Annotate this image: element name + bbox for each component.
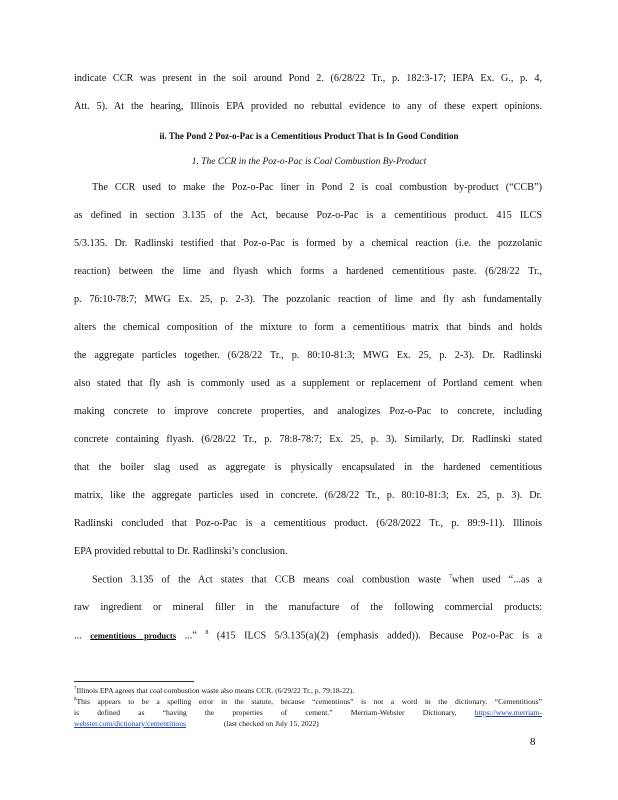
footnote-marker: 8 <box>74 697 77 703</box>
body-line: p. 76:10-78:7; MWG Ex. 25, p. 2-3). The pozzolanic reaction of lime and fly ash fundamentally <box>74 294 542 305</box>
text-run: ... <box>74 630 82 642</box>
body-line: The CCR used to make the Poz-o-Pac liner in Pond 2 is coal combustion by-product (“CCB”) <box>92 182 542 193</box>
body-line: reaction) between the lime and flyash which forms a hardened cementitious paste. (6/28/22 Tr., <box>74 266 542 277</box>
footnote-8-line <box>74 708 542 717</box>
footnote-marker: 7 <box>74 686 77 692</box>
emphasized-term: cementitious products <box>90 630 177 641</box>
body-line: 5/3.135. Dr. Radlinski testified that Poz-o-Pac is formed by a chemical reaction (i.e. the pozzolanic <box>74 238 542 249</box>
body-line: EPA provided rebuttal to Dr. Radlinski’s conclusion. <box>74 546 288 557</box>
body-line: raw ingredient or mineral filler in the manufacture of the following commercial products: <box>74 602 542 613</box>
dictionary-link[interactable]: webster.com/dictionary/cementitious <box>74 719 186 728</box>
body-line: also stated that fly ash is commonly used as a supplement or replacement of Portland cement when <box>74 378 542 389</box>
footnote-ref: 7 <box>448 574 452 580</box>
footnote-8 <box>74 697 542 706</box>
footnote-8-line <box>74 719 542 728</box>
footnote-text: Illinois EPA agrees that coal combustion waste also means CCR. (6/29/22 Tr., p. 79:18-22). <box>76 686 355 695</box>
text-run: when used “...as a <box>451 574 542 586</box>
text-run: ...” <box>184 630 197 642</box>
footnote-ref: 8 <box>205 630 209 636</box>
body-line <box>74 630 542 641</box>
text-run: Section 3.135 of the Act states that CCB means coal combustion waste <box>92 574 441 586</box>
body-line: matrix, like the aggregate particles used in concrete. (6/28/22 Tr., p. 80:10-81:3; Ex. 25, p. 3). Dr. <box>74 490 542 501</box>
footnote-text: is defined as “having the properties of cement.” Merriam-Webster Dictionary, <box>74 708 457 717</box>
text-run: (415 ILCS 5/3.135(a)(2) (emphasis added)). Because Poz-o-Pac is a <box>216 630 543 642</box>
subsection-heading: 1. The CCR in the Poz-o-Pac is Coal Combustion By-Product <box>191 157 427 167</box>
body-line: making concrete to improve concrete properties, and analogizes Poz-o-Pac to concrete, including <box>74 406 542 417</box>
body-line: alters the chemical composition of the mixture to form a cementitious matrix that binds and holds <box>74 322 542 333</box>
body-line: Att. 5). At the hearing, Illinois EPA provided no rebuttal evidence to any of these expert opinions. <box>74 101 542 112</box>
body-line: concrete containing flyash. (6/28/22 Tr., p. 78:8-78:7; Ex. 25, p. 3). Similarly, Dr. Radlinski stated <box>74 434 542 445</box>
footnote-text: (last checked on July 15, 2022) <box>223 719 319 728</box>
page-number: 8 <box>530 736 536 748</box>
section-heading: ii. The Pond 2 Poz-o-Pac is a Cementitious Product That is In Good Condition <box>159 131 459 141</box>
body-line: that the boiler slag used as aggregate is physically encapsulated in the hardened cementitious <box>74 462 542 473</box>
footnote-divider <box>74 681 194 682</box>
body-line: Radlinski concluded that Poz-o-Pac is a cementitious product. (6/28/2022 Tr., p. 89:9-11). Illinois <box>74 518 542 529</box>
body-line: as defined in section 3.135 of the Act, because Poz-o-Pac is a cementitious product. 415 ILCS <box>74 210 542 221</box>
body-line: indicate CCR was present in the soil around Pond 2. (6/28/22 Tr., p. 182:3-17; IEPA Ex. G., p. 4, <box>74 73 542 84</box>
footnote-text: This appears to be a spelling error in the statute, because “cementious” is not a word in the dictionary. “Cementitious” <box>76 697 542 706</box>
body-line: the aggregate particles together. (6/28/22 Tr., p. 80:10-81:3; MWG Ex. 25, p. 2-3). Dr. Radlinski <box>74 350 542 361</box>
dictionary-link[interactable]: https://www.merriam- <box>474 708 542 717</box>
footnote-7 <box>74 686 542 695</box>
body-line <box>92 574 542 585</box>
